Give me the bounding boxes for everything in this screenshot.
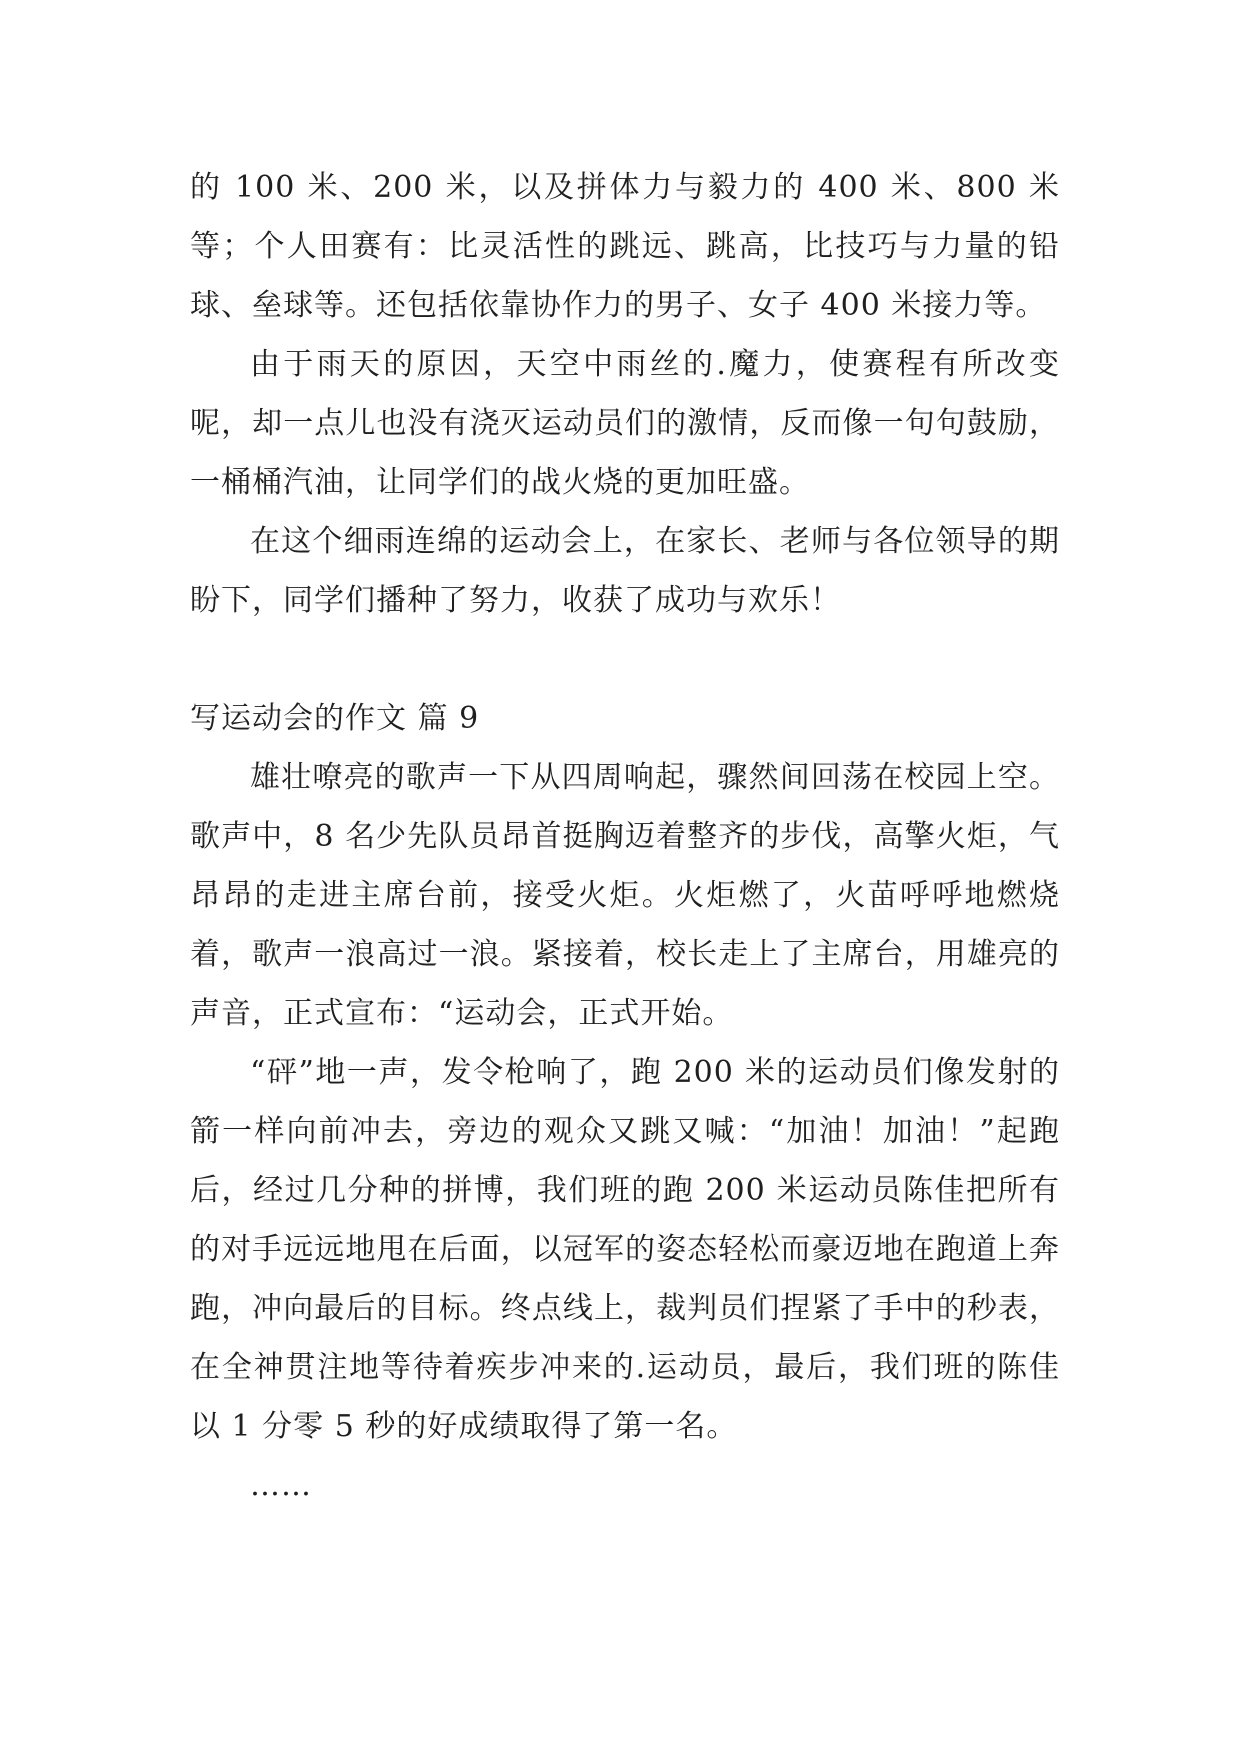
paragraph-race: “砰”地一声，发令枪响了，跑 200 米的运动员们像发射的箭一样向前冲去，旁边的观众又跳又喊：“加油！加油！”起跑后，经过几分种的拼博，我们班的跑 200 米运动员陈佳把所有的对手远远地甩在后面，以冠军的姿态轻松而豪迈地在跑道上奔跑，冲向最后的目标。终点线上，裁判员们捏紧了手中的秒表，在全神贯注地等待着疾步冲来的.运动员，最后，我们班的陈佳以 1 分零 5 秒的好成绩取得了第一名。: [190, 1055, 1060, 1444]
paragraph-rain: 由于雨天的原因，天空中雨丝的.魔力，使赛程有所改变呢，却一点儿也没有浇灭运动员们的激情，反而像一句句鼓励，一桶桶汽油，让同学们的战火烧的更加旺盛。: [190, 347, 1060, 500]
paragraph-conclusion: 在这个细雨连绵的运动会上，在家长、老师与各位领导的期盼下，同学们播种了努力，收获了成功与欢乐！: [190, 524, 1060, 618]
section-gap: [190, 630, 1060, 689]
section-title: 写运动会的作文 篇 9: [190, 701, 480, 736]
paragraph-continued: 的 100 米、200 米，以及拼体力与毅力的 400 米、800 米等；个人田赛有：比灵活性的跳远、跳高，比技巧与力量的铅球、垒球等。还包括依靠协作力的男子、女子 400 米接力等。: [190, 170, 1060, 323]
paragraph-opening-ceremony: 雄壮嘹亮的歌声一下从四周响起，骤然间回荡在校园上空。歌声中，8 名少先队员昂首挺胸迈着整齐的步伐，高擎火炬，气昂昂的走进主席台前，接受火炬。火炬燃了，火苗呼呼地燃烧着，歌声一浪高过一浪。紧接着，校长走上了主席台，用雄亮的声音，正式宣布：“运动会，正式开始。: [190, 760, 1060, 1031]
document-body: [190, 158, 1060, 1515]
paragraph-ellipsis: ……: [250, 1468, 312, 1503]
